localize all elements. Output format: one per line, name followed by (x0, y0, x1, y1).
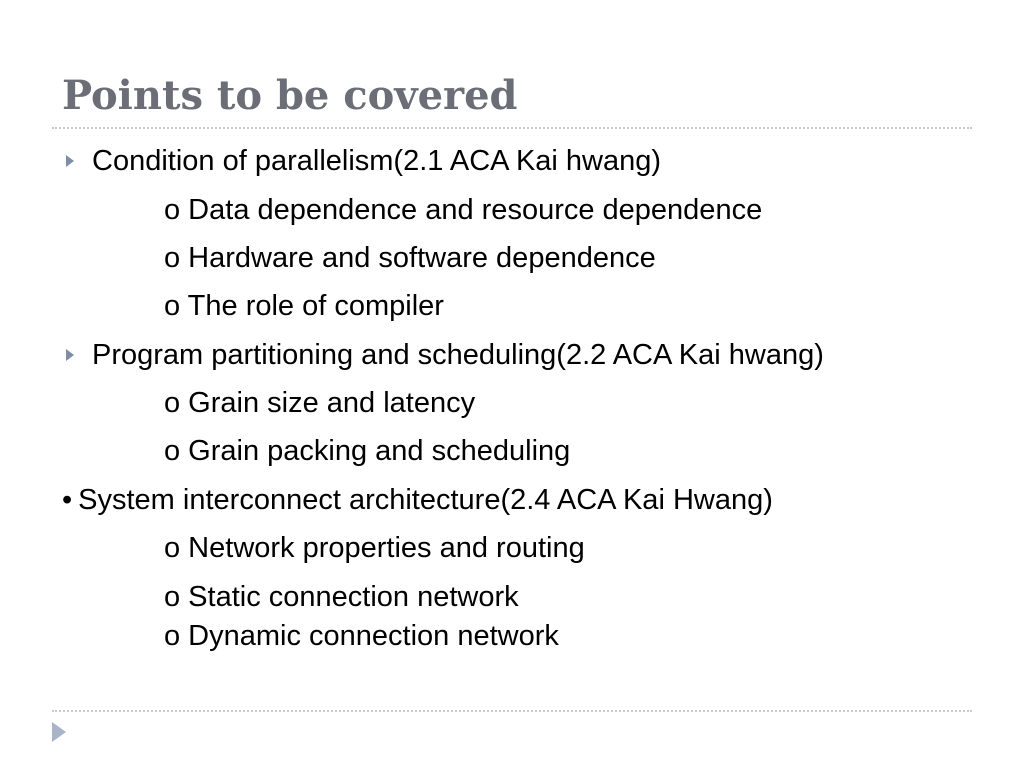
sub-list-item: o The role of compiler (164, 290, 444, 322)
title-divider (52, 127, 972, 129)
sub-list-item: o Grain packing and scheduling (164, 435, 571, 467)
bullet-dot-icon: • (62, 484, 73, 516)
sub-list-item: o Network properties and routing (164, 532, 585, 564)
sub-list-item: o Static connection network (164, 581, 519, 613)
list-item-label: System interconnect architecture(2.4 ACA Kai Hwang) (78, 484, 773, 516)
sub-list-item: o Grain size and latency (164, 387, 476, 419)
list-item: Condition of parallelism(2.1 ACA Kai hwang) (92, 145, 662, 177)
footer-divider (52, 710, 972, 712)
list-item: Program partitioning and scheduling(2.2 ACA Kai hwang) (92, 339, 824, 371)
slide-title: Points to be covered (62, 72, 518, 119)
sub-list-item: o Hardware and software dependence (164, 242, 656, 274)
next-slide-arrow-icon[interactable] (52, 722, 66, 742)
triangle-bullet-icon (66, 349, 74, 361)
sub-list-item: o Data dependence and resource dependence (164, 194, 763, 226)
sub-list-item: o Dynamic connection network (164, 620, 559, 652)
triangle-bullet-icon (66, 155, 74, 167)
list-item (62, 482, 773, 518)
